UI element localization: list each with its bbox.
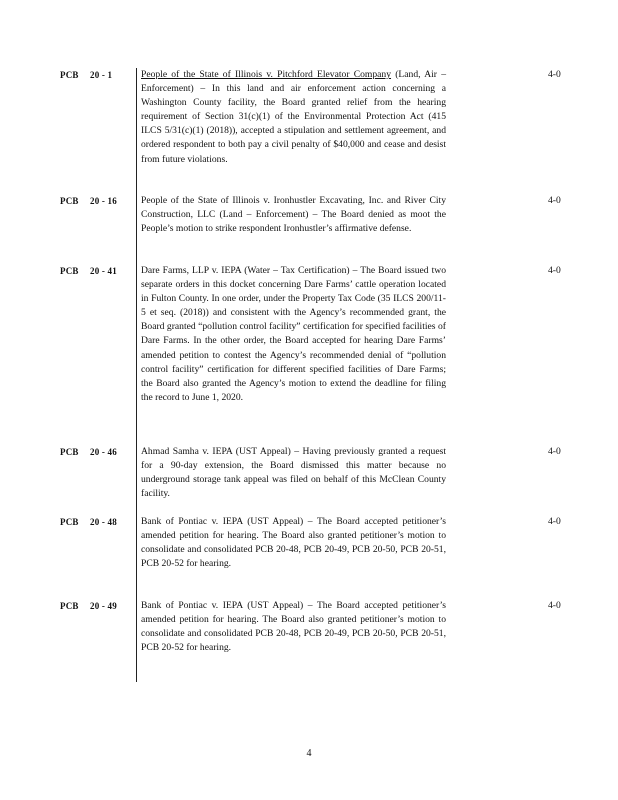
case-docket: 20 - 41 (90, 266, 117, 276)
case-prefix: PCB (60, 447, 79, 457)
case-docket: 20 - 48 (90, 517, 117, 527)
case-vote: 4-0 (548, 69, 561, 80)
case-number (60, 68, 112, 82)
case-description (141, 194, 446, 236)
case-docket: 20 - 49 (90, 601, 117, 611)
case-title: People of the State of Illinois v. Pitchford Elevator Company (141, 69, 392, 80)
case-summary: People of the State of Illinois v. Ironhustler Excavating, Inc. and River City Construction, LLC (Land – Enforcement) – The Board denied as moot the People’s motion to strike respondent Ironhustler’s affirmative defense. (141, 195, 446, 235)
case-vote: 4-0 (548, 195, 561, 206)
case-description (141, 599, 446, 655)
case-summary: (Land, Air – Enforcement) – In this land and air enforcement action concerning a Washington County facility, the Board granted relief from the hearing requirement of Section 31(c)(1) of the Environmental Protection Act (415 ILCS 5/31(c)(1) (2018)), accepted a stipulation and settlement agreement, and ordered respondent to both pay a civil penalty of $40,000 and cease and desist from future violations. (141, 69, 446, 165)
case-vote: 4-0 (548, 600, 561, 611)
case-description (141, 68, 446, 167)
case-summary: Dare Farms, LLP v. IEPA (Water – Tax Certification) – The Board issued two separate orders in this docket concerning Dare Farms’ cattle operation located in Fulton County. In one order, under the Property Tax Code (35 ILCS 200/11-5 et seq. (2018)) and consistent with the Agency’s recommended grant, the Board granted “pollution control facility” certification for specified facilities of Dare Farms. In the other order, the Board accepted for hearing Dare Farms’ amended petition to contest the Agency’s recommended denial of “pollution control facility” certification for different specified facilities of Dare Farms; the Board also granted the Agency’s motion to extend the deadline for filing the record to June 1, 2020. (141, 265, 446, 403)
case-number (60, 264, 117, 278)
case-summary: Ahmad Samha v. IEPA (UST Appeal) – Having previously granted a request for a 90-day extension, the Board dismissed this matter because no underground storage tank appeal was filed on behalf of this McClean County facility. (141, 446, 446, 500)
case-summary: Bank of Pontiac v. IEPA (UST Appeal) – The Board accepted petitioner’s amended petition for hearing. The Board also granted petitioner’s motion to consolidate and consolidated PCB 20-48, PCB 20-49, PCB 20-50, PCB 20-51, PCB 20-52 for hearing. (141, 516, 446, 570)
case-number (60, 515, 117, 529)
case-description (141, 515, 446, 571)
case-vote: 4-0 (548, 516, 561, 527)
case-number (60, 599, 117, 613)
case-number (60, 445, 117, 459)
page-number: 4 (306, 748, 312, 759)
case-description (141, 264, 446, 405)
case-prefix: PCB (60, 196, 79, 206)
case-prefix: PCB (60, 601, 79, 611)
case-docket: 20 - 46 (90, 447, 117, 457)
case-number (60, 194, 117, 208)
case-vote: 4-0 (548, 265, 561, 276)
column-divider (136, 68, 137, 682)
case-description (141, 445, 446, 501)
case-prefix: PCB (60, 517, 79, 527)
case-summary: Bank of Pontiac v. IEPA (UST Appeal) – The Board accepted petitioner’s amended petition for hearing. The Board also granted petitioner’s motion to consolidate and consolidated PCB 20-48, PCB 20-49, PCB 20-50, PCB 20-51, PCB 20-52 for hearing. (141, 600, 446, 654)
case-prefix: PCB (60, 266, 79, 276)
case-prefix: PCB (60, 70, 79, 80)
case-vote: 4-0 (548, 446, 561, 457)
case-docket: 20 - 1 (90, 70, 113, 80)
case-docket: 20 - 16 (90, 196, 117, 206)
